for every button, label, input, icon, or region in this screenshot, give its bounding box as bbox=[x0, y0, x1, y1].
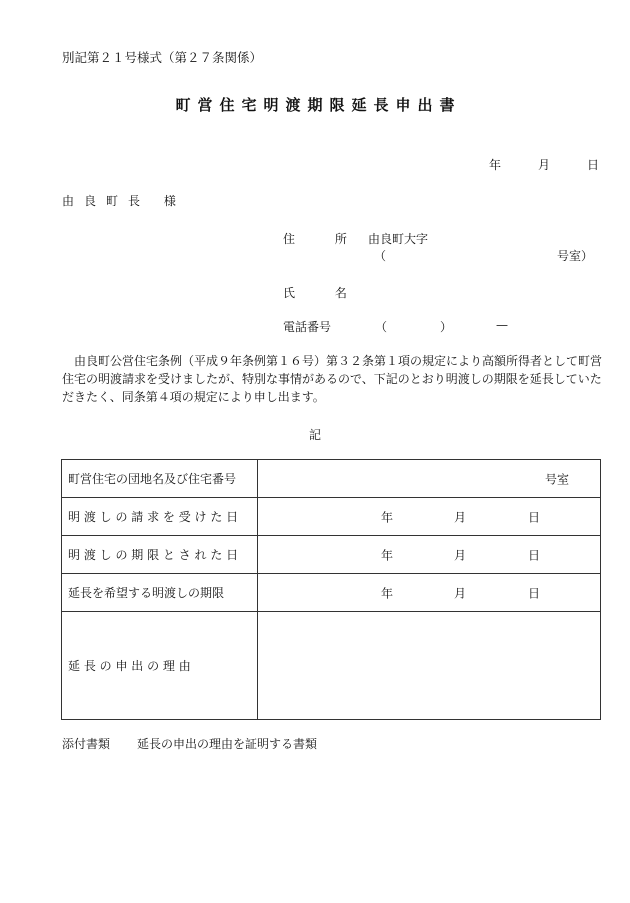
month-label: 月 bbox=[454, 510, 467, 524]
row-label-housing: 町営住宅の団地名及び住宅番号 bbox=[62, 460, 258, 498]
day-label: 日 bbox=[528, 548, 541, 562]
desired-deadline-cell bbox=[258, 574, 601, 612]
year-label: 年 bbox=[381, 548, 394, 562]
row-label-request-date: 明 渡 し の 請 求 を 受 け た 日 bbox=[62, 498, 258, 536]
day-label: 日 bbox=[528, 586, 541, 600]
address-value: 由良町大字 bbox=[368, 232, 429, 246]
table-row bbox=[62, 536, 601, 574]
document-title: 町営住宅明渡期限延長申出書 bbox=[175, 96, 462, 114]
ki-heading: 記 bbox=[308, 428, 321, 442]
day-label: 日 bbox=[528, 510, 541, 524]
room-suffix: 号室 bbox=[545, 472, 570, 486]
table-row bbox=[62, 574, 601, 612]
row-label-desired-deadline: 延長を希望する明渡しの期限 bbox=[62, 574, 258, 612]
row-label-deadline-date: 明 渡 し の 期 限 と さ れ た 日 bbox=[62, 536, 258, 574]
address-label: 住 所 bbox=[283, 232, 365, 246]
address-room-suffix: 号室） bbox=[557, 249, 594, 263]
year-label: 年 bbox=[381, 510, 394, 524]
phone-dash: — bbox=[496, 318, 508, 332]
date-day-label: 日 bbox=[587, 158, 600, 172]
phone-paren-open: （ bbox=[375, 320, 388, 334]
month-label: 月 bbox=[454, 548, 467, 562]
address-paren-open: （ bbox=[374, 249, 387, 263]
phone-label: 電話番号 bbox=[283, 320, 332, 334]
name-label: 氏 名 bbox=[283, 286, 365, 300]
table-row bbox=[62, 498, 601, 536]
addressee: 由良町長 様 bbox=[62, 194, 186, 208]
table-row bbox=[62, 460, 601, 498]
row-label-reason: 延 長 の 申 出 の 理 由 bbox=[62, 612, 258, 720]
deadline-date-cell bbox=[258, 536, 601, 574]
housing-number-cell bbox=[258, 460, 601, 498]
phone-paren-close: ） bbox=[440, 320, 453, 334]
date-month-label: 月 bbox=[538, 158, 551, 172]
year-label: 年 bbox=[381, 586, 394, 600]
request-date-cell bbox=[258, 498, 601, 536]
attachments-label: 添付書類 bbox=[62, 737, 111, 751]
form-number-label: 別記第２１号様式（第２７条関係） bbox=[62, 50, 263, 65]
attachments-value: 延長の申出の理由を証明する書類 bbox=[137, 737, 318, 751]
table-row bbox=[62, 612, 601, 720]
body-paragraph: 由良町公営住宅条例（平成９年条例第１６号）第３２条第１項の規定により高額所得者として町営住宅の明渡請求を受けましたが、特別な事情があるので、下記のとおり明渡しの期限を延長していただきたく、同条第４項の規定により申し出ます。 bbox=[62, 354, 603, 404]
date-year-label: 年 bbox=[489, 158, 502, 172]
reason-cell bbox=[258, 612, 601, 720]
detail-table bbox=[61, 459, 601, 720]
month-label: 月 bbox=[454, 586, 467, 600]
